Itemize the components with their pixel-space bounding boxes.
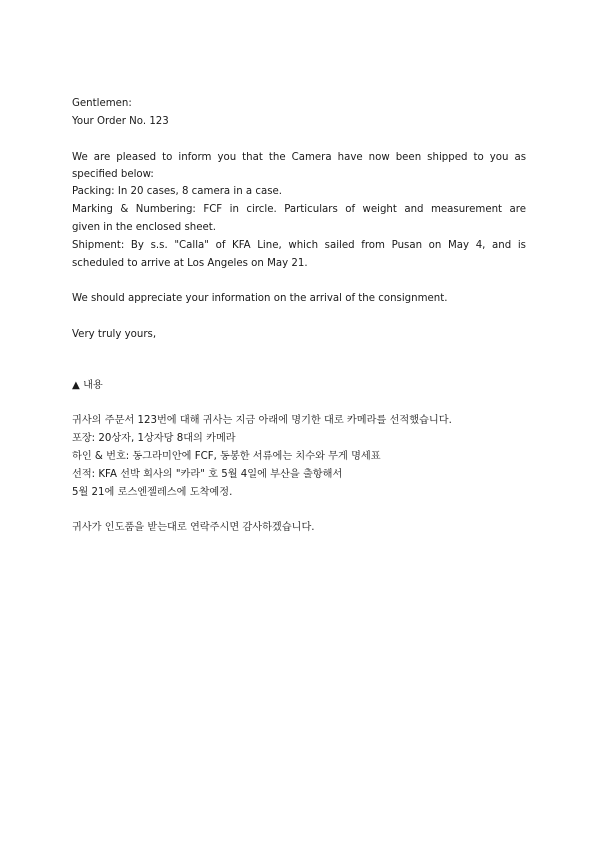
- translation-line-5: 5월 21에 로스엔젤레스에 도착예정.: [72, 487, 233, 498]
- translation-heading: ▲ 내용: [72, 380, 103, 391]
- shipment-line-1: Shipment: By s.s. "Calla" of KFA Line, which sailed from Pusan on May 4, and is: [72, 240, 526, 251]
- marking-line-2: given in the enclosed sheet.: [72, 222, 216, 233]
- translation-line-2: 포장: 20상자, 1상자당 8대의 카메라: [72, 433, 236, 444]
- packing-line: Packing: In 20 cases, 8 camera in a case.: [72, 186, 283, 197]
- body-paragraph-line-1: We are pleased to inform you that the Camera have now been shipped to you as: [72, 152, 526, 163]
- shipment-line-2: scheduled to arrive at Los Angeles on May 21.: [72, 258, 308, 269]
- translation-line-6: 귀사가 인도품을 받는대로 연락주시면 감사하겠습니다.: [72, 522, 315, 533]
- translation-line-4: 선적: KFA 선박 회사의 "카라" 호 5월 4일에 부산을 출항해서: [72, 469, 343, 480]
- appreciation-line: We should appreciate your information on the arrival of the consignment.: [72, 293, 448, 304]
- body-paragraph-line-2: specified below:: [72, 169, 154, 180]
- closing-line: Very truly yours,: [72, 329, 157, 340]
- order-reference: Your Order No. 123: [72, 116, 169, 127]
- translation-line-1: 귀사의 주문서 123번에 대해 귀사는 지금 아래에 명기한 대로 카메라를 선적했습니다.: [72, 415, 452, 426]
- translation-line-3: 하인 & 번호: 동그라미안에 FCF, 동봉한 서류에는 치수와 무게 명세표: [72, 451, 381, 462]
- salutation: Gentlemen:: [72, 98, 132, 109]
- marking-line-1: Marking & Numbering: FCF in circle. Particulars of weight and measurement are: [72, 204, 526, 215]
